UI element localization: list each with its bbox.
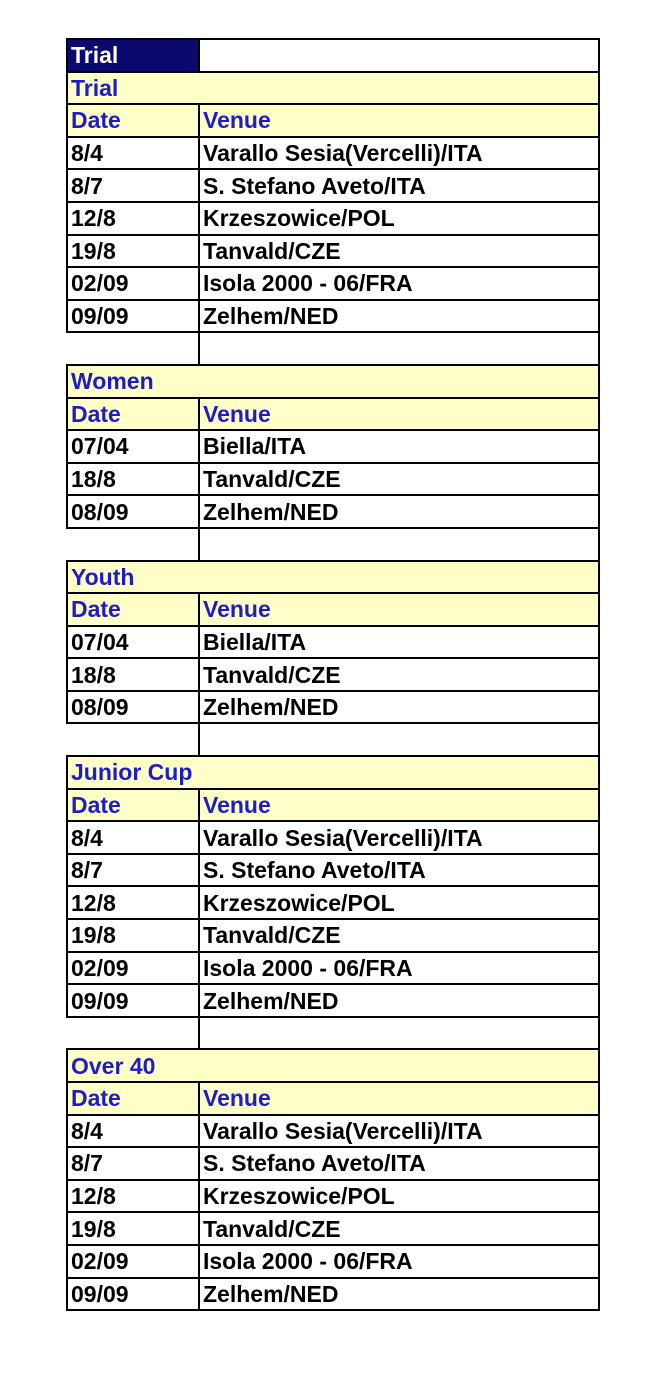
- table-row: [67, 886, 599, 919]
- separator-cell-right: [199, 332, 599, 365]
- date-cell: 12/8: [67, 1180, 199, 1213]
- table-row: [67, 854, 599, 887]
- date-cell: 12/8: [67, 202, 199, 235]
- section-title: Over 40: [67, 1049, 599, 1082]
- separator-row: [67, 723, 599, 756]
- venue-cell: Krzeszowice/POL: [199, 1180, 599, 1213]
- section-title: Trial: [67, 72, 599, 105]
- date-cell: 09/09: [67, 1278, 199, 1311]
- section-title-row: [67, 1049, 599, 1082]
- venue-cell: Varallo Sesia(Vercelli)/ITA: [199, 137, 599, 170]
- date-cell: 8/4: [67, 137, 199, 170]
- venue-cell: Tanvald/CZE: [199, 235, 599, 268]
- date-cell: 19/8: [67, 235, 199, 268]
- date-cell: 07/04: [67, 626, 199, 659]
- venue-cell: Varallo Sesia(Vercelli)/ITA: [199, 1115, 599, 1148]
- date-cell: 09/09: [67, 984, 199, 1017]
- venue-cell: Tanvald/CZE: [199, 919, 599, 952]
- schedule-table: [66, 38, 600, 1311]
- separator-cell-right: [199, 1017, 599, 1050]
- separator-cell-left: [67, 332, 199, 365]
- date-cell: 19/8: [67, 919, 199, 952]
- separator-row: [67, 1017, 599, 1050]
- section-title-row: [67, 756, 599, 789]
- date-cell: 07/04: [67, 430, 199, 463]
- date-cell: 8/4: [67, 1115, 199, 1148]
- venue-cell: Isola 2000 - 06/FRA: [199, 952, 599, 985]
- venue-cell: Biella/ITA: [199, 430, 599, 463]
- venue-cell: Zelhem/NED: [199, 984, 599, 1017]
- table-row: [67, 137, 599, 170]
- date-cell: 8/7: [67, 854, 199, 887]
- venue-cell: Tanvald/CZE: [199, 463, 599, 496]
- table-row: [67, 300, 599, 333]
- section-title-row: [67, 365, 599, 398]
- date-column-header: Date: [67, 1082, 199, 1115]
- venue-cell: Krzeszowice/POL: [199, 886, 599, 919]
- venue-cell: S. Stefano Aveto/ITA: [199, 1147, 599, 1180]
- date-cell: 8/4: [67, 821, 199, 854]
- venue-cell: Zelhem/NED: [199, 495, 599, 528]
- venue-cell: Varallo Sesia(Vercelli)/ITA: [199, 821, 599, 854]
- venue-cell: Krzeszowice/POL: [199, 202, 599, 235]
- table-row: [67, 1245, 599, 1278]
- separator-cell-right: [199, 723, 599, 756]
- column-header-row: [67, 1082, 599, 1115]
- venue-cell: Tanvald/CZE: [199, 1212, 599, 1245]
- venue-column-header: Venue: [199, 1082, 599, 1115]
- title-empty-cell: [199, 39, 599, 72]
- table-row: [67, 984, 599, 1017]
- table-row: [67, 1147, 599, 1180]
- section-title: Junior Cup: [67, 756, 599, 789]
- venue-cell: Zelhem/NED: [199, 1278, 599, 1311]
- date-cell: 08/09: [67, 691, 199, 724]
- venue-column-header: Venue: [199, 593, 599, 626]
- date-cell: 02/09: [67, 267, 199, 300]
- date-cell: 8/7: [67, 169, 199, 202]
- date-column-header: Date: [67, 593, 199, 626]
- table-row: [67, 169, 599, 202]
- table-row: [67, 1115, 599, 1148]
- venue-column-header: Venue: [199, 789, 599, 822]
- schedule-table-body: [67, 39, 599, 1310]
- separator-cell-left: [67, 1017, 199, 1050]
- table-row: [67, 658, 599, 691]
- date-cell: 19/8: [67, 1212, 199, 1245]
- section-title: Youth: [67, 561, 599, 594]
- date-cell: 8/7: [67, 1147, 199, 1180]
- date-column-header: Date: [67, 789, 199, 822]
- column-header-row: [67, 789, 599, 822]
- title-row: [67, 39, 599, 72]
- section-title-row: [67, 72, 599, 105]
- venue-cell: Isola 2000 - 06/FRA: [199, 1245, 599, 1278]
- date-cell: 18/8: [67, 463, 199, 496]
- table-row: [67, 691, 599, 724]
- venue-cell: S. Stefano Aveto/ITA: [199, 854, 599, 887]
- page-title: Trial: [67, 39, 199, 72]
- venue-cell: Zelhem/NED: [199, 691, 599, 724]
- table-row: [67, 1212, 599, 1245]
- section-title-row: [67, 561, 599, 594]
- separator-row: [67, 528, 599, 561]
- table-row: [67, 1278, 599, 1311]
- separator-cell-left: [67, 723, 199, 756]
- venue-cell: S. Stefano Aveto/ITA: [199, 169, 599, 202]
- column-header-row: [67, 104, 599, 137]
- venue-column-header: Venue: [199, 104, 599, 137]
- separator-row: [67, 332, 599, 365]
- table-row: [67, 235, 599, 268]
- venue-cell: Zelhem/NED: [199, 300, 599, 333]
- date-cell: 12/8: [67, 886, 199, 919]
- table-row: [67, 919, 599, 952]
- venue-cell: Isola 2000 - 06/FRA: [199, 267, 599, 300]
- column-header-row: [67, 593, 599, 626]
- venue-cell: Biella/ITA: [199, 626, 599, 659]
- table-row: [67, 1180, 599, 1213]
- venue-column-header: Venue: [199, 398, 599, 431]
- venue-cell: Tanvald/CZE: [199, 658, 599, 691]
- column-header-row: [67, 398, 599, 431]
- separator-cell-right: [199, 528, 599, 561]
- table-row: [67, 463, 599, 496]
- table-row: [67, 430, 599, 463]
- date-cell: 08/09: [67, 495, 199, 528]
- table-row: [67, 495, 599, 528]
- table-row: [67, 626, 599, 659]
- table-row: [67, 202, 599, 235]
- date-column-header: Date: [67, 398, 199, 431]
- table-row: [67, 821, 599, 854]
- date-cell: 02/09: [67, 952, 199, 985]
- date-column-header: Date: [67, 104, 199, 137]
- separator-cell-left: [67, 528, 199, 561]
- table-row: [67, 952, 599, 985]
- date-cell: 18/8: [67, 658, 199, 691]
- date-cell: 02/09: [67, 1245, 199, 1278]
- table-row: [67, 267, 599, 300]
- date-cell: 09/09: [67, 300, 199, 333]
- section-title: Women: [67, 365, 599, 398]
